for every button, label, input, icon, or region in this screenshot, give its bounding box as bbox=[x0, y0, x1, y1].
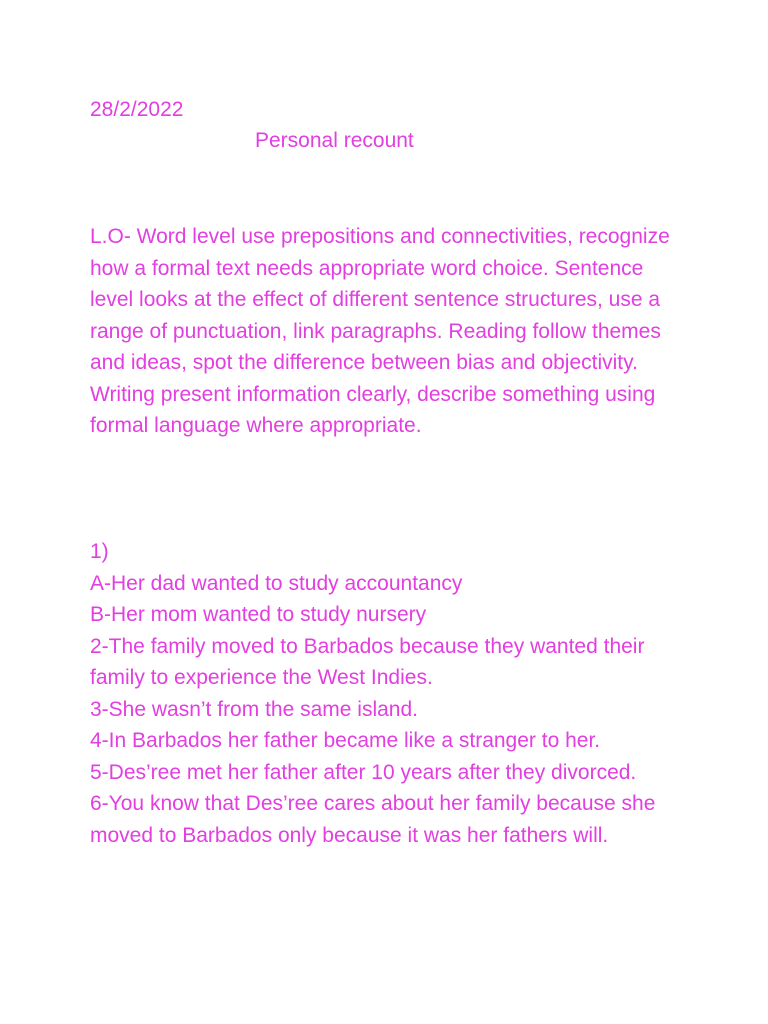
document-date: 28/2/2022 bbox=[90, 98, 184, 121]
answer-line: 6-You know that Des’ree cares about her family because she moved to Barbados only because it was her fathers will. bbox=[90, 792, 656, 847]
answer-line: A-Her dad wanted to study accountancy bbox=[90, 571, 463, 595]
answer-line: 5-Des’ree met her father after 10 years after they divorced. bbox=[90, 760, 637, 784]
answers-list bbox=[90, 536, 680, 851]
answer-line: 3-She wasn’t from the same island. bbox=[90, 697, 418, 721]
answer-line: 1) bbox=[90, 540, 109, 563]
answer-line: 2-The family moved to Barbados because they wanted their family to experience the West Indies. bbox=[90, 634, 645, 689]
answer-line: 4-In Barbados her father became like a stranger to her. bbox=[90, 729, 601, 752]
answer-line: B-Her mom wanted to study nursery bbox=[90, 603, 427, 626]
learning-objective: L.O- Word level use prepositions and connectivities, recognize how a formal text needs appropriate word choice. Sentence level looks at the effect of different sentence structures, use a range of punctuation, link paragraphs. Reading follow themes and ideas, spot the difference between bias and objectivity. Writing present information clearly, describe something using formal language where appropriate. bbox=[90, 225, 670, 437]
document-title: Personal recount bbox=[255, 129, 414, 152]
